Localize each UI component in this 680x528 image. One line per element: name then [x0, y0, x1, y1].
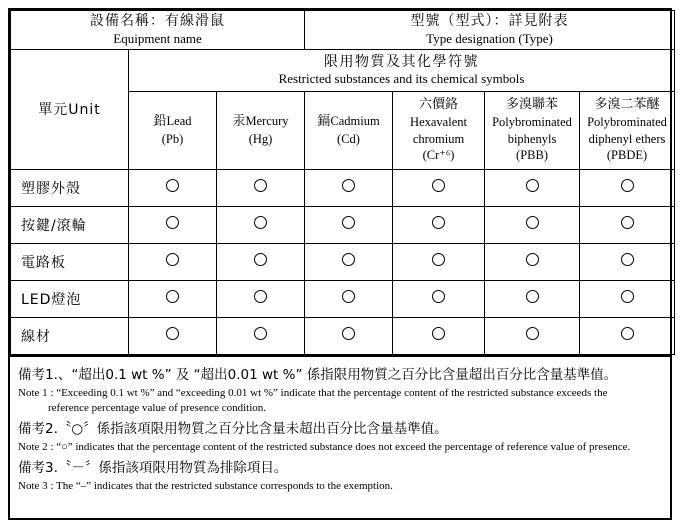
cell-buttons-pbde — [580, 206, 675, 243]
substance-col-mercury — [217, 91, 305, 169]
cell-pcb-lead — [129, 243, 217, 280]
circle-icon — [342, 216, 355, 229]
circle-icon — [166, 216, 179, 229]
circle-icon — [254, 327, 267, 340]
circle-icon — [526, 253, 539, 266]
circle-icon — [526, 216, 539, 229]
note-1-en-line2: reference percentage value of presence condition. — [48, 401, 267, 414]
type-designation-zh: 型號（型式）：詳見附表 — [410, 13, 569, 29]
restricted-substances-header — [129, 49, 675, 91]
substance-lead-zh: 鉛 — [153, 114, 167, 130]
substance-pbb-en2: biphenyls — [507, 131, 557, 146]
cell-cable-mercury — [217, 317, 305, 354]
cell-cable-pbb — [485, 317, 580, 354]
circle-icon — [621, 216, 634, 229]
substance-pbde-en2: diphenyl ethers — [588, 131, 666, 146]
substance-pbde-symbol: (PBDE) — [606, 147, 648, 162]
substance-pbde-en1: Polybrominated — [587, 115, 667, 130]
row-label-led-bulb: LED燈泡 — [11, 280, 129, 317]
circle-icon — [166, 179, 179, 192]
notes-section — [10, 355, 670, 500]
table-row — [11, 206, 675, 243]
circle-icon — [254, 253, 267, 266]
rohs-table — [10, 10, 675, 355]
circle-icon — [342, 179, 355, 192]
cell-led-pbb — [485, 280, 580, 317]
circle-icon — [432, 179, 445, 192]
cell-plastic-cadmium — [305, 169, 393, 206]
cell-pcb-pbb — [485, 243, 580, 280]
circle-icon — [432, 253, 445, 266]
circle-icon — [166, 290, 179, 303]
row-label-buttons-wheel: 按鍵/滾輪 — [11, 206, 129, 243]
cell-cable-pbde — [580, 317, 675, 354]
substance-col-cadmium — [305, 91, 393, 169]
cell-pcb-chromium — [393, 243, 485, 280]
substance-pbde-zh: 多溴二苯醚 — [594, 97, 660, 113]
cell-plastic-chromium — [393, 169, 485, 206]
substance-pbb-en1: Polybrominated — [492, 115, 572, 130]
equipment-name-zh: 設備名稱：有線滑鼠 — [90, 13, 225, 29]
substance-mercury-en: Mercury — [245, 114, 289, 129]
cell-plastic-lead — [129, 169, 217, 206]
cell-plastic-pbb — [485, 169, 580, 206]
note-2-en: Note 2 : “○” indicates that the percentage content of the restricted substance does not exceed the percentage of reference value of presence. — [18, 440, 631, 453]
row-label-plastic-housing: 塑膠外殼 — [11, 169, 129, 206]
header-row-restricted — [11, 49, 675, 91]
circle-icon — [432, 290, 445, 303]
circle-icon — [254, 216, 267, 229]
substance-cadmium-symbol: (Cd) — [337, 132, 360, 147]
substance-chromium-symbol: (Cr⁺⁶) — [422, 147, 455, 162]
circle-icon — [254, 290, 267, 303]
circle-icon — [166, 327, 179, 340]
unit-header-cell — [11, 49, 129, 169]
substance-lead-symbol: (Pb) — [161, 132, 184, 147]
circle-icon — [254, 179, 267, 192]
cell-led-cadmium — [305, 280, 393, 317]
substance-chromium-en1: Hexavalent — [410, 115, 467, 130]
substance-pbb-zh: 多溴聯苯 — [506, 97, 559, 113]
substance-mercury-zh: 汞 — [232, 114, 246, 130]
cell-buttons-mercury — [217, 206, 305, 243]
cell-led-chromium — [393, 280, 485, 317]
cell-pcb-mercury — [217, 243, 305, 280]
circle-icon — [432, 216, 445, 229]
equipment-name-cell — [11, 11, 305, 50]
cell-cable-chromium — [393, 317, 485, 354]
restricted-substances-zh: 限用物質及其化學符號 — [324, 53, 479, 70]
cell-buttons-cadmium — [305, 206, 393, 243]
circle-icon — [526, 290, 539, 303]
table-row — [11, 169, 675, 206]
note-2-zh: 備考2.〝○〞係指該項限用物質之百分比含量未超出百分比含量基準值。 — [18, 420, 448, 437]
circle-icon — [621, 327, 634, 340]
note-1-zh: 備考1.、“超出0.1 wt %” 及 “超出0.01 wt %” 係指限用物質之百分比含量超出百分比含量基準值。 — [18, 366, 618, 383]
cell-plastic-mercury — [217, 169, 305, 206]
cell-pcb-pbde — [580, 243, 675, 280]
row-label-cable: 線材 — [11, 317, 129, 354]
substance-chromium-en2: chromium — [412, 131, 465, 146]
substance-col-pbb — [485, 91, 580, 169]
circle-icon — [342, 290, 355, 303]
note-1-en — [18, 386, 662, 416]
circle-icon — [166, 253, 179, 266]
circle-icon — [526, 327, 539, 340]
substance-cadmium-zh: 鎘 — [317, 114, 331, 130]
substance-col-pbde — [580, 91, 675, 169]
circle-icon — [526, 179, 539, 192]
cell-pcb-cadmium — [305, 243, 393, 280]
note-1-en-line1: Note 1 : “Exceeding 0.1 wt %” and “exceeding 0.01 wt %” indicate that the percentage content of the restricted substance exceeds the — [18, 387, 608, 399]
rohs-table-container — [8, 8, 672, 520]
cell-cable-cadmium — [305, 317, 393, 354]
table-row — [11, 280, 675, 317]
circle-icon — [432, 327, 445, 340]
circle-icon — [621, 253, 634, 266]
note-3-zh: 備考3.〝－〞係指該項限用物質為排除項目。 — [18, 459, 288, 476]
unit-header-label: 單元Unit — [38, 102, 101, 119]
substance-col-hexavalent-chromium — [393, 91, 485, 169]
substance-mercury-symbol: (Hg) — [248, 132, 273, 147]
cell-buttons-pbb — [485, 206, 580, 243]
circle-icon — [342, 253, 355, 266]
cell-plastic-pbde — [580, 169, 675, 206]
substance-chromium-zh: 六價鉻 — [419, 97, 459, 113]
type-designation-cell — [305, 11, 675, 50]
substance-col-lead — [129, 91, 217, 169]
row-label-circuit-board: 電路板 — [11, 243, 129, 280]
header-row-names — [11, 11, 675, 50]
restricted-substances-en: Restricted substances and its chemical symbols — [278, 70, 525, 86]
cell-led-lead — [129, 280, 217, 317]
table-row — [11, 243, 675, 280]
cell-led-pbde — [580, 280, 675, 317]
table-row — [11, 317, 675, 354]
cell-led-mercury — [217, 280, 305, 317]
substance-pbb-symbol: (PBB) — [516, 147, 548, 162]
cell-cable-lead — [129, 317, 217, 354]
circle-icon — [621, 290, 634, 303]
cell-buttons-chromium — [393, 206, 485, 243]
circle-icon — [342, 327, 355, 340]
circle-icon — [621, 179, 634, 192]
type-designation-en: Type designation (Type) — [426, 30, 553, 46]
note-3-en: Note 3 : The “–” indicates that the restricted substance corresponds to the exemption. — [18, 480, 393, 493]
equipment-name-en: Equipment name — [113, 30, 202, 46]
cell-buttons-lead — [129, 206, 217, 243]
substance-cadmium-en: Cadmium — [330, 114, 380, 129]
substance-lead-en: Lead — [166, 114, 192, 129]
